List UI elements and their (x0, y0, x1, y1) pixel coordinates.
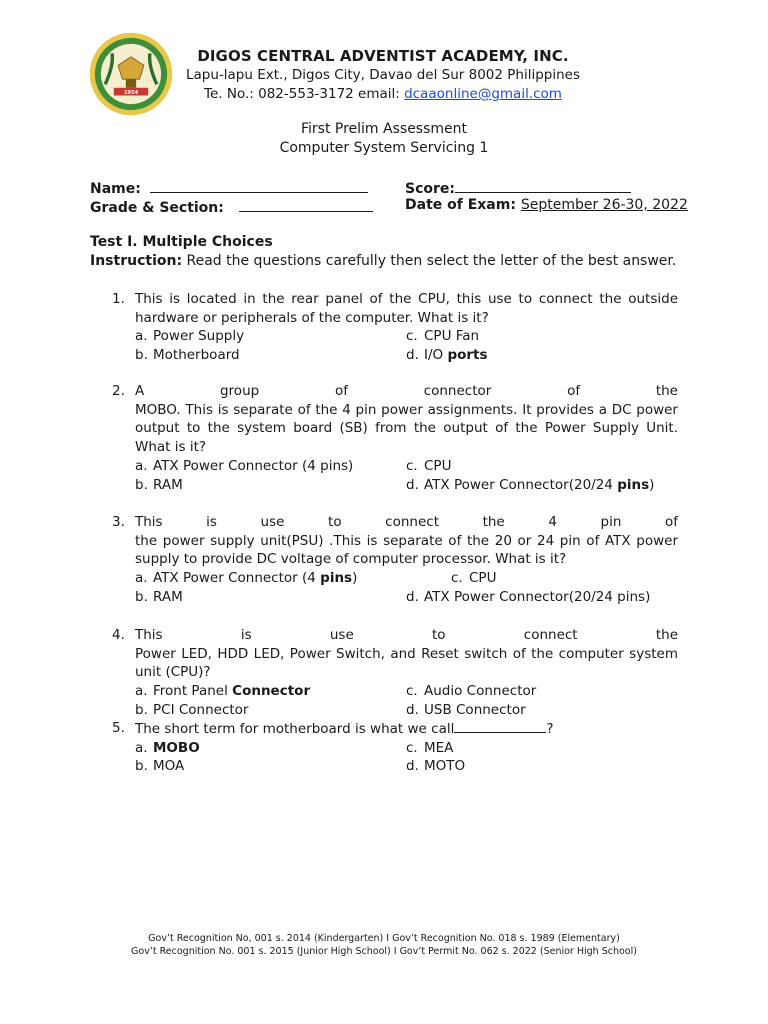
exam-title-line2: Computer System Servicing 1 (279, 140, 489, 156)
question-stem: This is located in the rear panel of the CPU, this use to connect the outside hardware or peripherals of the computer. What is it? (135, 291, 678, 326)
option-c[interactable]: c. CPU (406, 457, 452, 474)
contact-text: Te. No.: 082-553-3172 email: (204, 86, 405, 102)
svg-text:1954: 1954 (123, 90, 139, 97)
option-a[interactable]: a. ATX Power Connector (4 pins) (135, 457, 354, 474)
school-address: Lapu-lapu Ext., Digos City, Davao del Sur 8002 Philippines (185, 67, 580, 83)
score-label: Score: (405, 181, 455, 197)
school-seal-logo (88, 31, 174, 117)
score-blank[interactable] (455, 177, 631, 193)
test-section-header (90, 233, 676, 271)
question-stem: The short term for motherboard is what we call ? (135, 721, 554, 737)
option-a[interactable]: a. Power Supply (135, 328, 245, 345)
question-number: 4. (112, 627, 125, 643)
email-link[interactable]: dcaaonline@gmail.com (404, 86, 562, 102)
option-d[interactable]: d. ATX Power Connector(20/24 pins) (406, 588, 651, 605)
school-header (178, 46, 588, 104)
option-d[interactable]: d. USB Connector (406, 701, 526, 718)
question-3 (112, 513, 678, 606)
option-d[interactable]: d. ATX Power Connector(20/24 pins) (406, 476, 655, 493)
option-b[interactable]: b. RAM (135, 476, 183, 493)
question-stem-line1: This is use to connect the (135, 627, 678, 643)
grade-section-blank[interactable] (239, 196, 373, 212)
option-b[interactable]: b. MOA (135, 758, 185, 775)
option-b[interactable]: b. Motherboard (135, 347, 240, 364)
footer-line2: Gov’t Recognition No. 001 s. 2015 (Junior High School) I Gov’t Permit No. 062 s. 2022 (Senior High School) (131, 946, 637, 957)
date-field (405, 196, 688, 215)
question-number: 1. (112, 291, 125, 307)
option-c[interactable]: c. CPU Fan (406, 328, 480, 345)
grade-section-label: Grade & Section: (90, 200, 224, 216)
school-name: DIGOS CENTRAL ADVENTIST ACADEMY, INC. (197, 47, 569, 65)
instruction (90, 252, 676, 271)
question-4 (112, 626, 678, 719)
date-label: Date of Exam: (405, 197, 516, 213)
option-a[interactable]: a. MOBO (135, 739, 200, 756)
question-stem-rest: Power LED, HDD LED, Power Switch, and Reset switch of the computer system unit (CPU)? (135, 645, 678, 681)
exam-title (0, 120, 768, 158)
question-number: 3. (112, 514, 125, 530)
date-value: September 26-30, 2022 (520, 197, 688, 213)
instruction-text: Read the questions carefully then select the letter of the best answer. (182, 253, 677, 269)
option-a[interactable]: a. Front Panel Connector (135, 683, 311, 700)
answer-blank[interactable] (454, 719, 546, 733)
question-number: 2. (112, 383, 125, 399)
option-c[interactable]: c. Audio Connector (406, 683, 537, 700)
question-stem-rest: MOBO. This is separate of the 4 pin power assignments. It provides a DC power output to the system board (SB) from the output of the Power Supply Unit. What is it? (135, 401, 678, 456)
question-2 (112, 382, 678, 494)
question-stem-line1: A group of connector of the (135, 383, 678, 399)
option-b[interactable]: b. PCI Connector (135, 701, 249, 718)
option-c[interactable]: c. MEA (406, 739, 454, 756)
options (135, 457, 678, 494)
name-blank[interactable] (150, 177, 368, 193)
name-label: Name: (90, 181, 141, 197)
page-footer (0, 932, 768, 958)
options (135, 569, 678, 606)
grade-section-field (90, 196, 373, 218)
exam-title-line1: First Prelim Assessment (300, 121, 468, 137)
question-stem-rest: the power supply unit(PSU) .This is separate of the 20 or 24 pin of ATX power supply to provide DC voltage of computer processor. What is it? (135, 532, 678, 568)
instruction-label: Instruction: (90, 253, 183, 269)
option-c[interactable]: c. CPU (451, 570, 497, 587)
options (135, 682, 678, 719)
question-stem-line1: This is use to connect the 4 pin of (135, 514, 678, 530)
footer-line1: Gov’t Recognition No, 001 s. 2014 (Kindergarten) I Gov’t Recognition No. 018 s. 1989 (Elementary) (148, 933, 620, 944)
option-d[interactable]: d. I/O ports (406, 347, 488, 364)
question-1 (112, 290, 678, 365)
options (135, 327, 678, 364)
option-d[interactable]: d. MOTO (406, 758, 466, 775)
question-number: 5. (112, 720, 125, 736)
test-title: Test I. Multiple Choices (90, 234, 273, 250)
option-b[interactable]: b. RAM (135, 588, 183, 605)
school-contact (178, 85, 588, 104)
question-5 (112, 719, 678, 776)
option-a[interactable]: a. ATX Power Connector (4 pins) (135, 570, 358, 587)
options (135, 739, 678, 776)
